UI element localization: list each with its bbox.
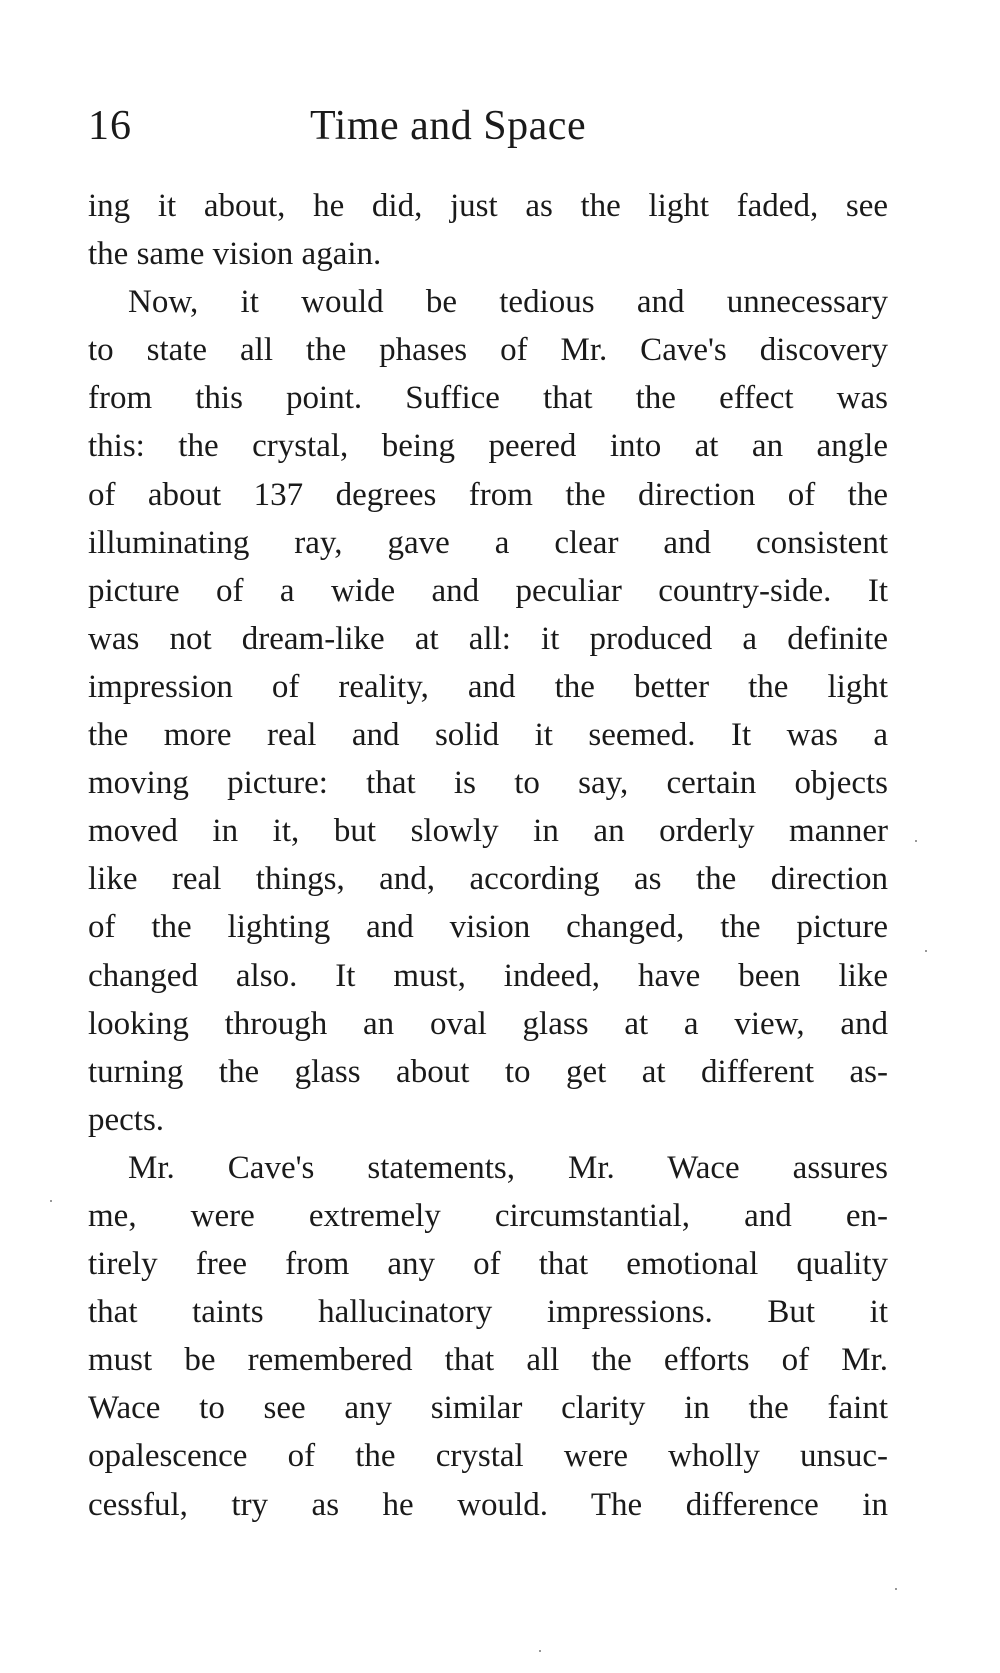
text-line: Now, it would be tedious and unnecessary xyxy=(128,284,888,321)
text-line: moving picture: that is to say, certain objects xyxy=(88,765,888,802)
text-line: to state all the phases of Mr. Cave's discovery xyxy=(88,332,888,369)
text-line: pects. xyxy=(88,1101,165,1138)
paper-speck xyxy=(895,1588,897,1590)
text-line: me, were extremely circumstantial, and en- xyxy=(88,1197,888,1234)
text-line: looking through an oval glass at a view, and xyxy=(88,1005,888,1042)
text-line: the same vision again. xyxy=(88,236,382,273)
text-line: illuminating ray, gave a clear and consistent xyxy=(88,524,888,561)
text-line: changed also. It must, indeed, have been like xyxy=(88,957,888,994)
paper-speck xyxy=(925,950,927,952)
text-line: picture of a wide and peculiar country-side. It xyxy=(88,572,888,609)
text-line: like real things, and, according as the direction xyxy=(88,861,888,898)
page-header xyxy=(88,96,888,156)
text-line: must be remembered that all the efforts of Mr. xyxy=(88,1342,888,1379)
text-line: of the lighting and vision changed, the picture xyxy=(88,909,888,946)
text-line: opalescence of the crystal were wholly unsuc- xyxy=(88,1438,888,1475)
text-line: turning the glass about to get at different as- xyxy=(88,1053,888,1090)
text-line: Wace to see any similar clarity in the faint xyxy=(88,1390,888,1427)
text-line: tirely free from any of that emotional quality xyxy=(88,1246,888,1283)
body-text xyxy=(88,182,888,1529)
paper-speck xyxy=(915,840,917,842)
running-title: Time and Space xyxy=(310,103,587,149)
text-line: from this point. Suffice that the effect was xyxy=(88,380,888,417)
text-line: moved in it, but slowly in an orderly manner xyxy=(88,813,888,850)
text-line: Mr. Cave's statements, Mr. Wace assures xyxy=(128,1149,888,1186)
text-line: ing it about, he did, just as the light faded, see xyxy=(88,188,888,224)
text-line: impression of reality, and the better the light xyxy=(88,668,888,705)
text-line: cessful, try as he would. The difference in xyxy=(88,1486,888,1523)
text-line: the more real and solid it seemed. It was a xyxy=(88,717,888,754)
text-line: that taints hallucinatory impressions. But it xyxy=(88,1294,888,1331)
paper-speck xyxy=(539,1650,541,1652)
paper-speck xyxy=(50,1200,52,1202)
text-line: was not dream-like at all: it produced a definite xyxy=(88,620,888,657)
text-line: this: the crystal, being peered into at an angle xyxy=(88,428,888,465)
page-number: 16 xyxy=(88,103,132,149)
text-line: of about 137 degrees from the direction of the xyxy=(88,476,888,513)
